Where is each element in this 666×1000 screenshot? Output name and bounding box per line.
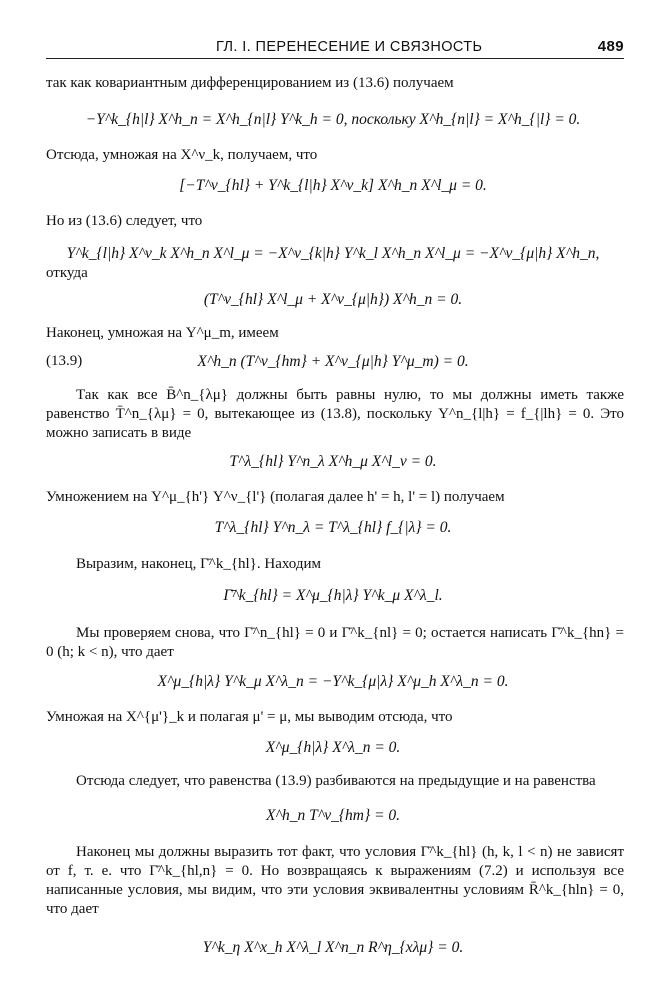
text-line: Наконец, умножая на Y^μ_m, имеем <box>46 325 279 341</box>
equation: X^μ_{h|λ} X^λ_n = 0. <box>265 739 401 756</box>
text-line: откуда <box>46 265 88 281</box>
text-line: Умножая на X^{μ'}_k и полагая μ' = μ, мы выводим отсюда, что <box>46 709 453 725</box>
equation: X^μ_{h|λ} Y^k_μ X^λ_n = −Y^k_{μ|λ} X^μ_h X^λ_n = 0. <box>157 673 509 690</box>
equation: X^h_n T^ν_{hm} = 0. <box>265 807 401 824</box>
text-line: так как ковариантным дифференцированием из (13.6) получаем <box>46 75 454 91</box>
text-line: Отсюда, умножая на X^ν_k, получаем, что <box>46 147 318 163</box>
text-line: Но из (13.6) следует, что <box>46 213 203 229</box>
paragraph: Отсюда следует, что равенства (13.9) разбиваются на предыдущие и на равенства <box>76 773 596 789</box>
equation: T^λ_{hl} Y^n_λ X^h_μ X^l_ν = 0. <box>229 453 437 470</box>
equation: Y^k_{l|h} X^ν_k X^h_n X^l_μ = −X^ν_{k|h} Y^k_l X^h_n X^l_μ = −X^ν_{μ|h} X^h_n, <box>66 245 600 262</box>
equation: T^λ_{hl} Y^n_λ = T^λ_{hl} f_{|λ} = 0. <box>214 519 452 536</box>
page-number: 489 <box>597 38 624 55</box>
equation-number: (13.9) <box>46 353 83 369</box>
paragraph: Мы проверяем снова, что Γ̄^n_{hl} = 0 и Γ̄^k_{nl} = 0; остается написать Γ̄^k_{hn} = 0 (h; k < n), что дает <box>46 625 624 660</box>
equation: [−T^ν_{hl} + Y^k_{l|h} X^ν_k] X^h_n X^l_μ = 0. <box>179 177 487 194</box>
equation: X^h_n (T^ν_{hm} + X^ν_{μ|h} Y^μ_m) = 0. <box>197 353 469 370</box>
equation: (T^ν_{hl} X^l_μ + X^ν_{μ|h}) X^h_n = 0. <box>203 291 463 308</box>
text-line: Выразим, наконец, Γ̄^k_{hl}. Находим <box>76 556 322 572</box>
equation: Y^k_η X^x_h X^λ_l X^n_n R^η_{xλμ} = 0. <box>202 939 464 956</box>
equation: −Y^k_{h|l} X^h_n = X^h_{n|l} Y^k_h = 0, поскольку X^h_{n|l} = X^h_{|l} = 0. <box>85 111 581 128</box>
running-header <box>46 38 624 59</box>
text-line: Умножением на Y^μ_{h'} Y^ν_{l'} (полагая далее h' = h, l' = l) получаем <box>46 489 505 505</box>
paragraph: Наконец мы должны выразить тот факт, что условия Γ̄^k_{hl} (h, k, l < n) не зависят от f, т. е. что Γ̄^k_{hl,n} = 0. Но возвращаясь к выражениям (7.2) и используя все написанные условия, мы видим, что эти условия эквивалентны условиям R̄^k_{hln} = 0, что дает <box>46 844 624 917</box>
chapter-title: ГЛ. I. ПЕРЕНЕСЕНИЕ И СВЯЗНОСТЬ <box>216 39 483 55</box>
equation: Γ̄^k_{hl} = X^μ_{h|λ} Y^k_μ X^λ_l. <box>223 587 443 604</box>
paragraph: Так как все B̄^n_{λμ} должны быть равны нулю, то мы должны иметь также равенство T̄^n_{λμ} = 0, вытекающее из (13.8), поскольку Y^n_{l|h} = f_{|lh} = 0. Это можно записать в виде <box>46 387 624 441</box>
